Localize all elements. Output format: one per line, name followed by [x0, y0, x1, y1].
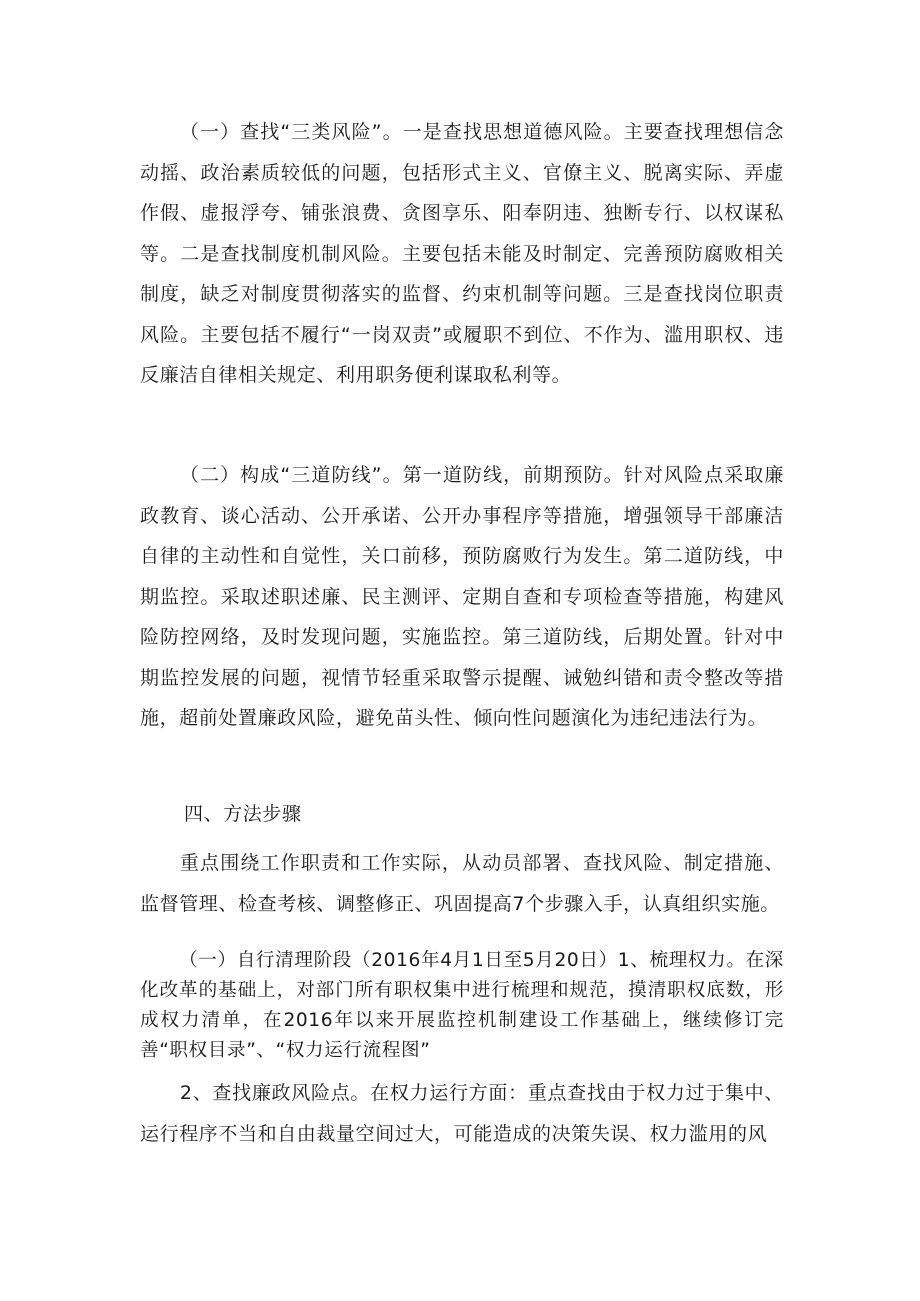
paragraph-find-risk-points: 2、查找廉政风险点。在权力运行方面：重点查找由于权力过于集中、运行程序不当和自由裁量空间过大，可能造成的决策失误、权力滥用的风 [140, 1082, 784, 1145]
paragraph-three-risks: （一）查找“三类风险”。一是查找思想道德风险。主要查找理想信念动摇、政治素质较低的问题，包括形式主义、官僚主义、脱离实际、弄虚作假、虚报浮夸、铺张浪费、贪图享乐、阳奉阴违、独断专行、以权谋私等。二是查找制度机制风险。主要包括未能及时制定、完善预防腐败相关制度，缺乏对制度贯彻落实的监督、约束机制等问题。三是查找岗位职责风险。主要包括不履行“一岗双责”或履职不到位、不作为、滥用职权、违反廉洁自律相关规定、利用职务便利谋取私利等。 [140, 121, 784, 386]
paragraph-three-defenses: （二）构成“三道防线”。第一道防线，前期预防。针对风险点采取廉政教育、谈心活动、公开承诺、公开办事程序等措施，增强领导干部廉洁自律的主动性和自觉性，关口前移，预防腐败行为发生。第二道防线，中期监控。采取述职述廉、民主测评、定期自查和专项检查等措施，构建风险防控网络，及时发现问题，实施监控。第三道防线，后期处置。针对中期监控发展的问题，视情节轻重采取警示提醒、诫勉纠错和责令整改等措施，超前处置廉政风险，避免苗头性、倾向性问题演化为违纪违法行为。 [140, 464, 784, 729]
section-heading-method-steps: 四、方法步骤 [184, 803, 302, 825]
paragraph-self-cleanup-stage: （一）自行清理阶段（2016年4月1日至5月20日）1、梳理权力。在深化改革的基础上，对部门所有职权集中进行梳理和规范，摸清职权底数，形成权力清单，在2016年以来开展监控机制建设工作基础上，继续修订完善“职权目录”、“权力运行流程图” [140, 950, 784, 1061]
paragraph-method-intro: 重点围绕工作职责和工作实际，从动员部署、查找风险、制定措施、监督管理、检查考核、调整修正、巩固提高7个步骤入手，认真组织实施。 [140, 852, 784, 915]
